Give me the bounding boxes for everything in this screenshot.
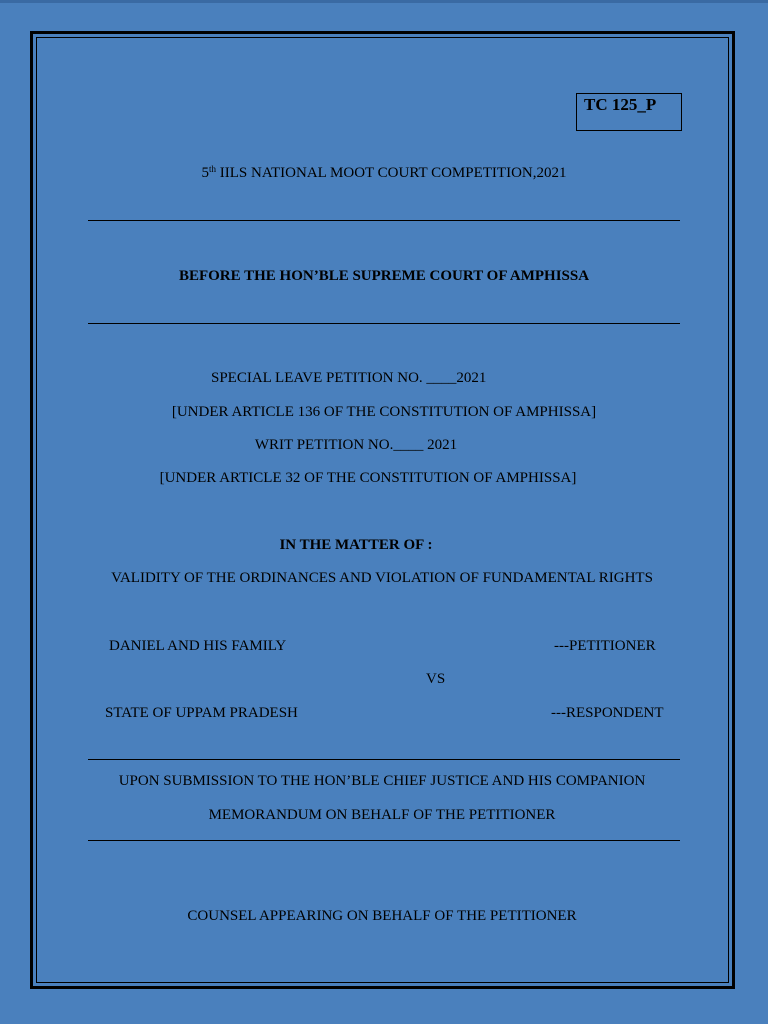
special-leave-petition-line (88, 369, 680, 387)
counsel-line: COUNSEL APPEARING ON BEHALF OF THE PETITIONER (187, 908, 577, 924)
petitioner-name: DANIEL AND HIS FAMILY (109, 638, 287, 654)
matter-heading: IN THE MATTER OF : (279, 537, 433, 553)
petitioner-role: ---PETITIONER (554, 638, 656, 654)
divider-rule (88, 323, 680, 324)
competition-name: IILS NATIONAL MOOT COURT COMPETITION,2021 (216, 165, 567, 181)
respondent-name: STATE OF UPPAM PRADESH (105, 705, 298, 721)
writ-petition-line: WRIT PETITION NO.____ 2021 (254, 437, 458, 453)
competition-ordinal: 5 (201, 165, 209, 181)
divider-rule (88, 840, 680, 841)
matter-subject: VALIDITY OF THE ORDINANCES AND VIOLATION OF FUNDAMENTAL RIGHTS (111, 570, 653, 586)
competition-title (88, 164, 680, 182)
respondent-role: ---RESPONDENT (551, 705, 664, 721)
article-32-line: [UNDER ARTICLE 32 OF THE CONSTITUTION OF AMPHISSA] (159, 470, 577, 486)
divider-rule (88, 759, 680, 760)
special-leave-petition-text: SPECIAL LEAVE PETITION NO. ____2021 (211, 370, 487, 386)
court-heading: BEFORE THE HON’BLE SUPREME COURT OF AMPHISSA (178, 268, 590, 284)
article-136-line: [UNDER ARTICLE 136 OF THE CONSTITUTION OF AMPHISSA] (171, 404, 597, 420)
competition-ordinal-suffix: th (209, 164, 217, 174)
top-edge-strip (0, 0, 768, 3)
submission-line: UPON SUBMISSION TO THE HON’BLE CHIEF JUSTICE AND HIS COMPANION (118, 773, 646, 789)
divider-rule (88, 220, 680, 221)
memorandum-line: MEMORANDUM ON BEHALF OF THE PETITIONER (208, 807, 556, 823)
team-code-box: TC 125_P (576, 93, 682, 131)
versus-label: VS (426, 671, 446, 687)
